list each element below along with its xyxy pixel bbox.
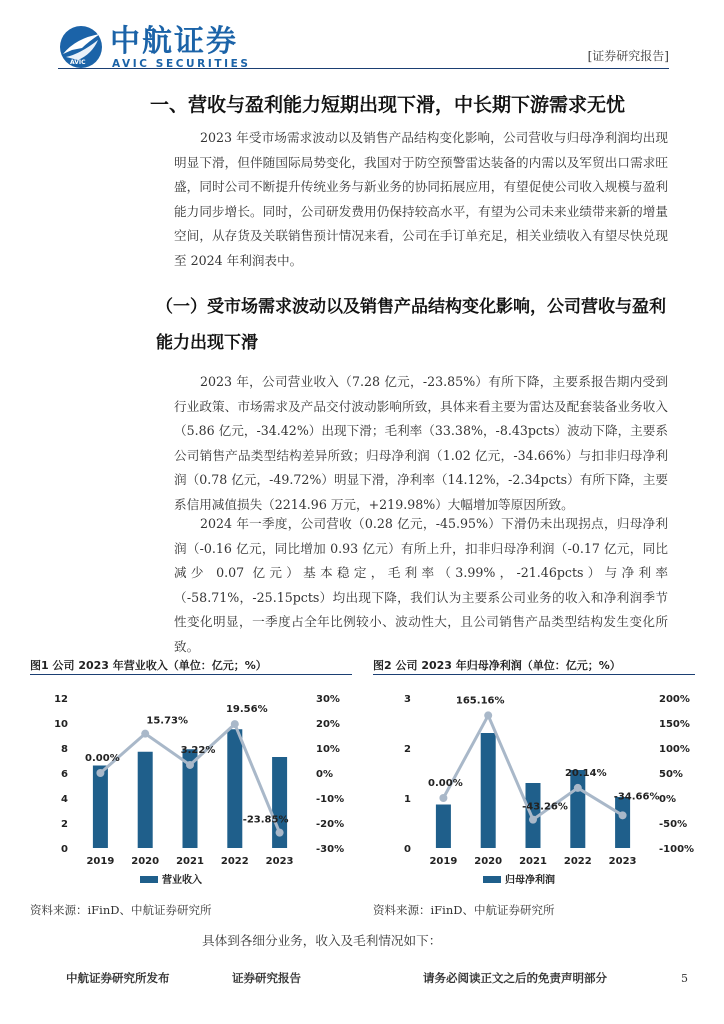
y-tick-label: 1 <box>404 794 411 805</box>
data-label: 165.16% <box>455 695 505 707</box>
growth-point <box>484 711 492 719</box>
growth-point <box>574 784 582 792</box>
data-label: -43.26% <box>522 801 568 813</box>
paragraph-3: 2024 年一季度，公司营收（0.28 亿元，-45.95%）下滑仍未出现拐点，归母净利润（-0.16 亿元，同比增加 0.93 亿元）有所上升，扣非归母净利润（-0.17 亿元，同比减少 0.07 亿元）基本稳定，毛利率（3.99%，-21.46pcts）与净利率（-58.71%，-25.15pcts）均出现下降，我们认为主要系公司业务的收入和净利润季节性变化明显，一季度占全年比例较小、波动性大，且公司销售产品类型结构发生变化所致。 <box>174 516 668 654</box>
y2-tick-label: 100% <box>659 744 690 755</box>
y-tick-label: 12 <box>54 694 68 705</box>
x-tick-label: 2021 <box>176 856 204 867</box>
y-tick-label: 4 <box>61 794 68 805</box>
section-title: 一、营收与盈利能力短期出现下滑，中长期下游需求无忧 <box>150 94 626 116</box>
growth-point <box>439 794 447 802</box>
growth-point <box>276 829 284 837</box>
legend-swatch <box>140 876 158 883</box>
paragraph-4: 具体到各细分业务，收入及毛利情况如下： <box>202 933 442 948</box>
legend-label: 营业收入 <box>162 875 202 886</box>
y-tick-label: 3 <box>404 694 411 705</box>
figure-2-title: 图2 公司 2023 年归母净利润（单位：亿元；%） <box>373 659 621 672</box>
growth-point <box>529 816 537 824</box>
data-label: 0.00% <box>85 753 120 764</box>
y-tick-label: 2 <box>61 819 68 830</box>
bar <box>436 805 451 849</box>
y2-tick-label: -50% <box>659 819 688 830</box>
y-tick-label: 6 <box>61 769 68 780</box>
data-label: 15.73% <box>146 715 189 727</box>
x-tick-label: 2021 <box>519 856 547 867</box>
net-profit-chart <box>373 680 695 900</box>
figure-1-title: 图1 公司 2023 年营业收入（单位：亿元；%） <box>30 659 267 672</box>
bar <box>481 733 496 848</box>
page-number: 5 <box>681 972 688 985</box>
bar <box>138 752 153 848</box>
y2-tick-label: -100% <box>659 844 695 855</box>
paragraph-1: 2023 年受市场需求波动以及销售产品结构变化影响，公司营收与归母净利润均出现明显下滑，但伴随国际局势变化，我国对于防空预警雷达装备的内需以及军贸出口需求旺盛，同时公司不断提升传统业务与新业务的协同拓展应用，有望促使公司收入规模与盈利能力同步增长。同时，公司研发费用仍保持较高水平，有望为公司未来业绩带来新的增量空间，从存货及关联销售预计情况来看，公司在手订单充足，相关业绩收入有望尽快兑现至 2024 年利润表中。 <box>174 130 668 268</box>
x-tick-label: 2019 <box>86 856 115 867</box>
x-tick-label: 2023 <box>608 856 637 867</box>
x-tick-label: 2022 <box>220 856 249 867</box>
y2-tick-label: 200% <box>659 694 690 705</box>
y-tick-label: 0 <box>61 844 68 855</box>
data-label: 0.00% <box>428 778 463 789</box>
figure-1-rule <box>30 674 352 675</box>
data-label: 3.22% <box>180 744 216 756</box>
y-tick-label: 8 <box>61 744 68 755</box>
growth-point <box>96 769 104 777</box>
y2-tick-label: 0% <box>659 794 676 805</box>
growth-point <box>231 720 239 728</box>
data-label: -23.85% <box>242 814 289 826</box>
bar <box>570 770 585 848</box>
footer-publisher: 中航证券研究所发布 <box>66 971 170 985</box>
legend-swatch <box>483 876 501 883</box>
x-tick-label: 2020 <box>474 856 503 867</box>
x-tick-label: 2022 <box>563 856 592 867</box>
company-logo <box>58 24 278 72</box>
y-tick-label: 10 <box>54 719 68 730</box>
legend-label: 归母净利润 <box>505 875 555 886</box>
data-label: 19.56% <box>225 704 268 716</box>
y2-tick-label: 20% <box>316 719 340 730</box>
growth-point <box>186 761 194 769</box>
revenue-chart <box>30 680 352 900</box>
figure-2-rule <box>373 674 695 675</box>
y2-tick-label: -20% <box>316 819 345 830</box>
report-type-tag: [证券研究报告] <box>587 49 669 63</box>
x-tick-label: 2020 <box>131 856 160 867</box>
subsection-title: （一）受市场需求波动以及销售产品结构变化影响，公司营收与盈利能力出现下滑 <box>156 297 666 353</box>
logo-english: AVIC SECURITIES <box>112 58 251 70</box>
paragraph-2: 2023 年，公司营业收入（7.28 亿元，-23.85%）有所下降，主要系报告期内受到行业政策、市场需求及产品交付波动影响所致，具体来看主要为雷达及配套装备业务收入（5.86 亿元，-34.42%）出现下滑；毛利率（33.38%，-8.43pcts）波动下降，主要系公司销售产品类型结构差异所致；归母净利润（1.02 亿元，-34.66%）与扣非归母净利润（0.78 亿元，-49.72%）明显下滑，净利率（14.12%，-2.34pcts）有所下降，主要系信用减值损失（2214.96 万元，+219.98%）大幅增加等原因所致。 <box>174 374 668 512</box>
avic-emblem-icon <box>58 24 104 70</box>
figure-2-source: 资料来源：iFinD、中航证券研究所 <box>373 903 555 917</box>
y2-tick-label: 150% <box>659 719 690 730</box>
x-tick-label: 2023 <box>265 856 294 867</box>
growth-point <box>141 730 149 738</box>
y2-tick-label: -30% <box>316 844 345 855</box>
bar <box>227 729 242 848</box>
logo-chinese: 中航证券 <box>110 24 238 59</box>
figure-1-source: 资料来源：iFinD、中航证券研究所 <box>30 903 212 917</box>
y2-tick-label: 0% <box>316 769 333 780</box>
y2-tick-label: -10% <box>316 794 345 805</box>
emblem-text: AVIC <box>70 59 86 66</box>
data-label: -34.66% <box>613 791 660 803</box>
header-divider <box>58 68 669 69</box>
bar <box>93 766 108 849</box>
y-tick-label: 2 <box>404 744 411 755</box>
x-tick-label: 2019 <box>429 856 458 867</box>
y2-tick-label: 10% <box>316 744 340 755</box>
y-tick-label: 0 <box>404 844 411 855</box>
footer-report-type: 证券研究报告 <box>232 971 301 985</box>
data-label: 20.14% <box>564 767 607 779</box>
bar <box>615 797 630 848</box>
y2-tick-label: 50% <box>659 769 683 780</box>
y2-tick-label: 30% <box>316 694 340 705</box>
footer-disclaimer-notice: 请务必阅读正文之后的免责声明部分 <box>423 971 607 985</box>
growth-point <box>619 811 627 819</box>
